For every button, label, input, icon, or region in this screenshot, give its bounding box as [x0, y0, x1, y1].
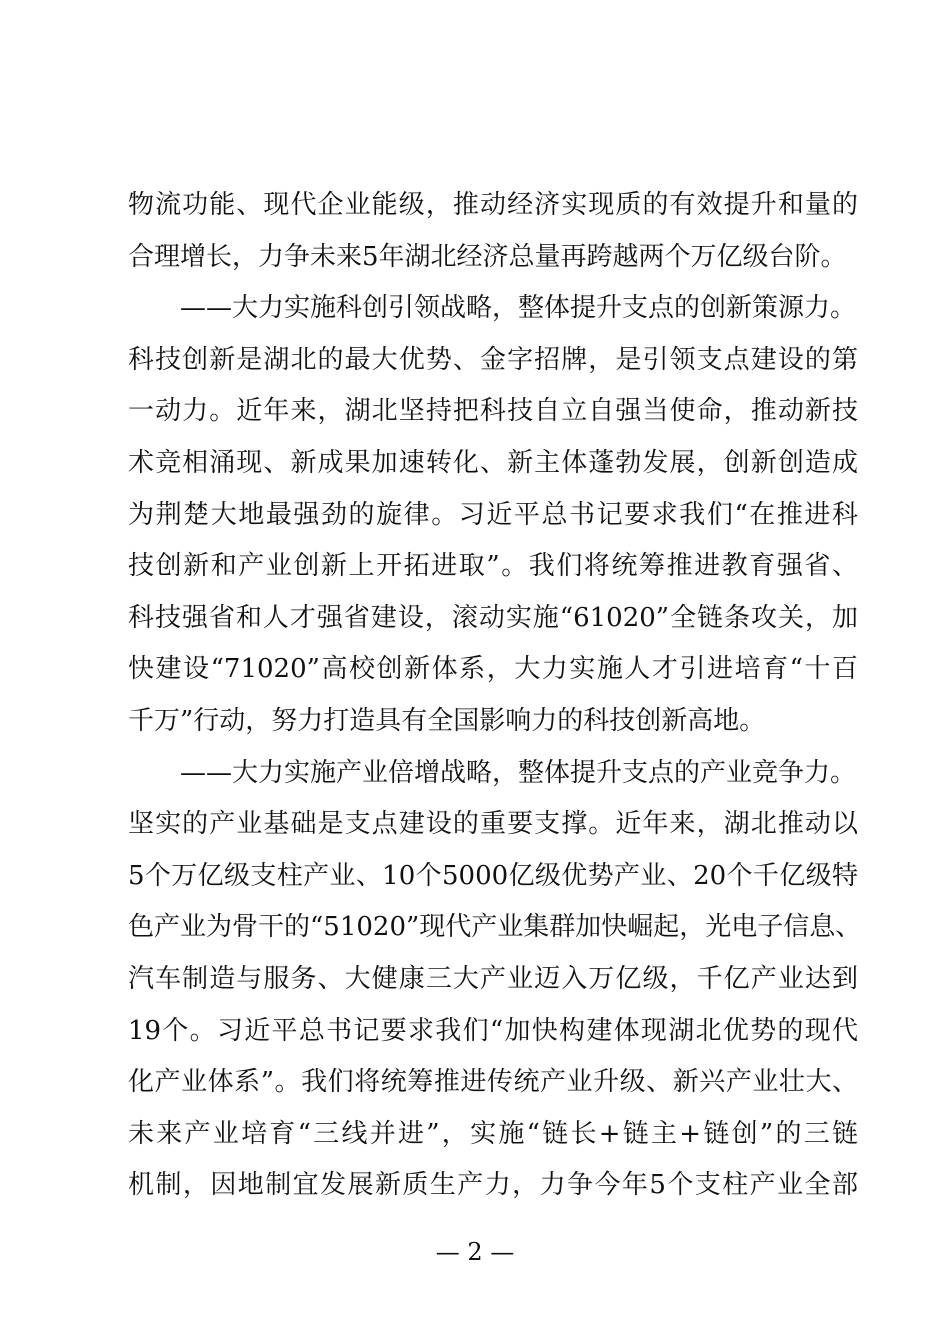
- text-line: 汽车制造与服务、大健康三大产业迈入万亿级，千亿产业达到: [128, 963, 858, 994]
- text-line: 千万”行动，努力打造具有全国影响力的科技创新高地。: [128, 705, 766, 736]
- text-line: 快建设“71020”高校创新体系，大力实施人才引进培育“十百: [128, 654, 858, 685]
- text-line: 色产业为骨干的“51020”现代产业集群加快崛起，光电子信息、: [128, 912, 862, 943]
- text-line: 科技强省和人才强省建设，滚动实施“61020”全链条攻关，加: [128, 602, 858, 633]
- text-line: ——大力实施科创引领战略，整体提升支点的创新策源力。: [180, 293, 857, 324]
- text-line: 坚实的产业基础是支点建设的重要支撑。近年来，湖北推动以: [128, 809, 858, 840]
- text-line: 合理增长，力争未来5年湖北经济总量再跨越两个万亿级台阶。: [128, 241, 847, 272]
- text-line: 为荆楚大地最强劲的旋律。习近平总书记要求我们“在推进科: [128, 499, 858, 530]
- text-line: 化产业体系”。我们将统筹推进传统产业升级、新兴产业壮大、: [128, 1067, 858, 1098]
- text-line: 一动力。近年来，湖北坚持把科技自立自强当使命，推动新技: [128, 396, 858, 427]
- text-line: 5个万亿级支柱产业、10个5000亿级优势产业、20个千亿级特: [128, 860, 858, 891]
- text-line: 技创新和产业创新上开拓进取”。我们将统筹推进教育强省、: [128, 551, 858, 582]
- text-line: 机制，因地制宜发展新质生产力，力争今年5个支柱产业全部: [128, 1170, 858, 1201]
- page-number: — 2 —: [435, 1238, 515, 1266]
- text-line: 未来产业培育“三线并进”，实施“链长+链主+链创”的三链: [128, 1118, 858, 1149]
- text-line: 术竞相涌现、新成果加速转化、新主体蓬勃发展，创新创造成: [128, 447, 858, 478]
- text-line: 19个。习近平总书记要求我们“加快构建体现湖北优势的现代: [128, 1015, 858, 1046]
- body-text: [128, 180, 862, 1212]
- text-line: ——大力实施产业倍增战略，整体提升支点的产业竞争力。: [180, 757, 857, 788]
- text-line: 物流功能、现代企业能级，推动经济实现质的有效提升和量的: [128, 190, 858, 220]
- text-line: 科技创新是湖北的最大优势、金字招牌，是引领支点建设的第: [128, 344, 858, 375]
